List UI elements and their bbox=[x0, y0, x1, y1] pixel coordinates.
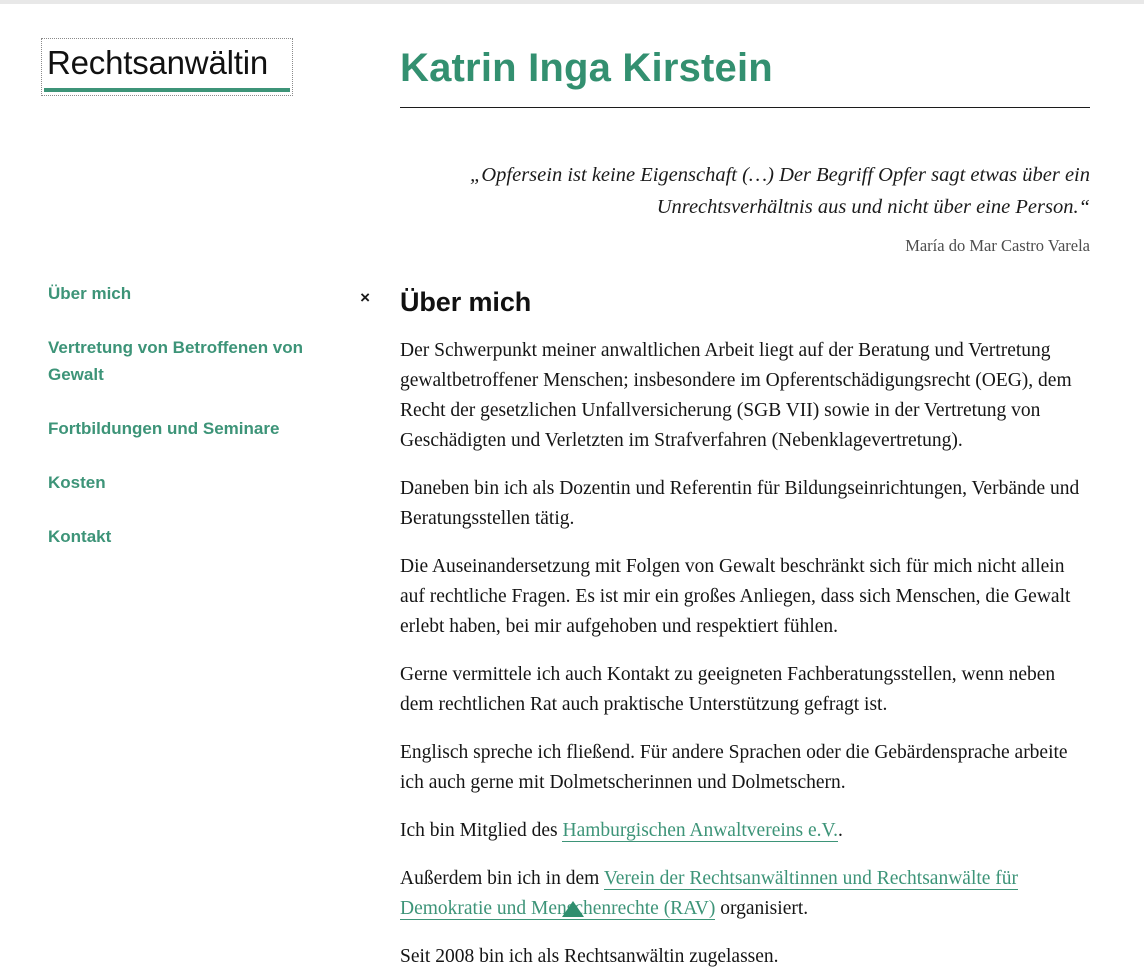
link-hamburgischer-anwaltverein[interactable]: Hamburgischen Anwaltvereins e.V. bbox=[562, 820, 838, 841]
sidebar-item-fortbildungen-und-seminare[interactable]: Fortbildungen und Seminare bbox=[48, 419, 280, 438]
paragraph-3: Die Auseinandersetzung mit Folgen von Gewalt beschränkt sich für mich nicht allein auf rechtliche Fragen. Es ist mir ein großes Anliegen, dass sich Menschen, die Gewalt erlebt haben, bei mir aufgehoben und respektiert fühlen. bbox=[400, 556, 1071, 637]
paragraph-1: Der Schwerpunkt meiner anwaltlichen Arbeit liegt auf der Beratung und Vertretung gewaltbetroffener Menschen; insbesondere im Opferentschädigungsrecht (OEG), dem Recht der gesetzlichen Unfallversicherung (SGB VII) sowie in der Vertretung von Geschädigten und Verletzten im Strafverfahren (Nebenklagevertretung). bbox=[400, 340, 1072, 451]
quote-author: María do Mar Castro Varela bbox=[905, 236, 1090, 255]
scroll-to-top-icon[interactable] bbox=[562, 901, 584, 917]
paragraph-6-prefix: Ich bin Mitglied des bbox=[400, 820, 563, 841]
sidebar-item-vertretung-von-betroffenen-von-gewalt[interactable]: Vertretung von Betroffenen von Gewalt bbox=[48, 338, 304, 384]
sidebar-item-kontakt[interactable]: Kontakt bbox=[48, 527, 112, 546]
paragraph-4: Gerne vermittele ich auch Kontakt zu geeigneten Fachberatungsstellen, wenn neben dem rechtlichen Rat auch praktische Unterstützung gefragt ist. bbox=[400, 664, 1056, 715]
page-root bbox=[0, 4, 1144, 967]
sidebar-nav bbox=[48, 280, 338, 550]
section-heading bbox=[360, 284, 1092, 320]
paragraph-7-suffix: organisiert. bbox=[715, 898, 809, 919]
paragraph-7-prefix: Außerdem bin ich in dem bbox=[400, 868, 604, 889]
sidebar-item-kosten[interactable]: Kosten bbox=[48, 473, 106, 492]
site-logo-label: Rechtsanwältin bbox=[47, 44, 268, 81]
section-heading-label: Über mich bbox=[400, 287, 532, 317]
paragraph-6 bbox=[400, 816, 1092, 846]
paragraph-6-suffix: . bbox=[837, 820, 843, 841]
site-logo[interactable] bbox=[41, 38, 293, 96]
quote-block bbox=[400, 159, 1090, 257]
header-divider bbox=[400, 107, 1090, 108]
paragraph-2: Daneben bin ich als Dozentin und Referentin für Bildungseinrichtungen, Verbände und Beratungsstellen tätig. bbox=[400, 478, 1080, 529]
quote-text: „Opfersein ist keine Eigenschaft (…) Der Begriff Opfer sagt etwas über ein Unrechtsverhältnis aus und nicht über eine Person.“ bbox=[469, 164, 1090, 218]
main-content bbox=[360, 284, 1092, 972]
paragraph-5: Englisch spreche ich fließend. Für andere Sprachen oder die Gebärdensprache arbeite ich auch gerne mit Dolmetscherinnen und Dolmetschern. bbox=[400, 742, 1068, 793]
link-rav[interactable]: Verein der Rechtsanwältinnen und Rechtsanwälte für Demokratie und Menschenrechte (RAV) bbox=[400, 868, 1019, 919]
sidebar-item-ueber-mich[interactable]: Über mich bbox=[48, 284, 132, 303]
paragraph-8: Seit 2008 bin ich als Rechtsanwältin zugelassen. bbox=[400, 946, 779, 967]
close-icon[interactable]: × bbox=[360, 288, 370, 307]
site-logo-underline-bar bbox=[44, 88, 290, 92]
paragraph-7 bbox=[400, 864, 1092, 924]
page-title: Katrin Inga Kirstein bbox=[400, 46, 773, 90]
